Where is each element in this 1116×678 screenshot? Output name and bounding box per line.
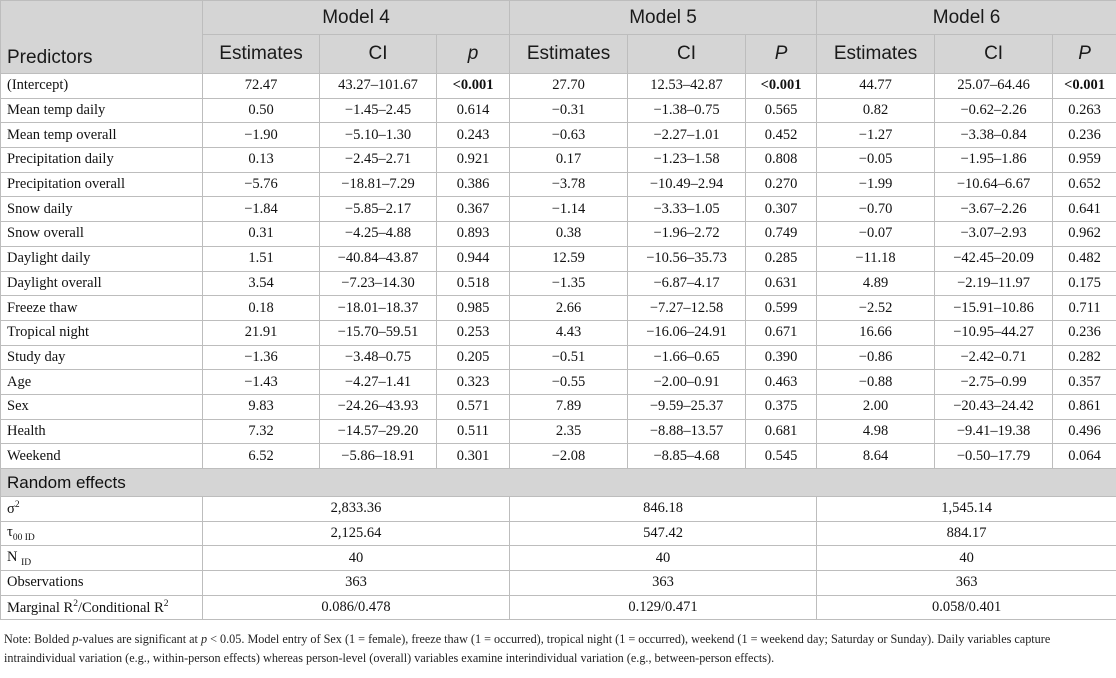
p-value-cell: 0.893	[437, 222, 510, 247]
table-row	[1, 123, 1116, 148]
table-row	[1, 98, 1116, 123]
row-label: (Intercept)	[1, 74, 203, 99]
p-value-cell: 0.175	[1053, 271, 1116, 296]
estimate-cell: 2.66	[510, 296, 628, 321]
estimate-cell: −1.14	[510, 197, 628, 222]
table-row	[1, 271, 1116, 296]
ci-cell: −3.67–2.26	[935, 197, 1053, 222]
model-6-header: Model 6	[817, 1, 1116, 35]
ci-cell: −1.45–2.45	[320, 98, 437, 123]
estimate-cell: 0.50	[203, 98, 320, 123]
ci-cell: −16.06–24.91	[628, 320, 746, 345]
row-label: Daylight overall	[1, 271, 203, 296]
row-label: Snow daily	[1, 197, 203, 222]
estimate-cell: 0.13	[203, 148, 320, 173]
estimate-cell: −2.52	[817, 296, 935, 321]
cell: 363	[510, 571, 817, 596]
row-label: Weekend	[1, 444, 203, 469]
p-value-cell: 0.944	[437, 246, 510, 271]
estimate-cell: −1.36	[203, 345, 320, 370]
ci-cell: 12.53–42.87	[628, 74, 746, 99]
ci-cell: −10.56–35.73	[628, 246, 746, 271]
estimate-cell: −3.78	[510, 172, 628, 197]
estimate-cell: −2.08	[510, 444, 628, 469]
p-value-cell: 0.243	[437, 123, 510, 148]
ci-cell: −7.27–12.58	[628, 296, 746, 321]
p-value-cell: 0.282	[1053, 345, 1116, 370]
p-value-cell: 0.323	[437, 370, 510, 395]
p-value-cell: <0.001	[1053, 74, 1116, 99]
estimate-cell: 0.31	[203, 222, 320, 247]
p-value-cell: 0.496	[1053, 419, 1116, 444]
p-value-cell: 0.236	[1053, 123, 1116, 148]
estimate-cell: 8.64	[817, 444, 935, 469]
estimate-cell: 21.91	[203, 320, 320, 345]
ci-cell: −5.10–1.30	[320, 123, 437, 148]
estimate-cell: 2.35	[510, 419, 628, 444]
table-row	[1, 521, 1116, 546]
row-label: Marginal $R^2$/Conditional $R^2$	[1, 595, 203, 620]
ci-cell: −1.38–0.75	[628, 98, 746, 123]
row-label: $\tau_{00 ID}$	[1, 521, 203, 546]
cell: 363	[203, 571, 510, 596]
estimate-cell: 4.98	[817, 419, 935, 444]
p-value-cell: 0.571	[437, 394, 510, 419]
model-5-header: Model 5	[510, 1, 817, 35]
table-row	[1, 370, 1116, 395]
estimate-cell: 1.51	[203, 246, 320, 271]
estimate-cell: −1.43	[203, 370, 320, 395]
estimate-cell: −1.27	[817, 123, 935, 148]
cell: 40	[203, 546, 510, 571]
ci-cell: 43.27–101.67	[320, 74, 437, 99]
p-value-cell: 0.614	[437, 98, 510, 123]
estimate-cell: 27.70	[510, 74, 628, 99]
cell: 40	[510, 546, 817, 571]
p-value-cell: 0.375	[746, 394, 817, 419]
estimate-cell: 4.89	[817, 271, 935, 296]
row-label: Precipitation daily	[1, 148, 203, 173]
p-value-cell: 0.641	[1053, 197, 1116, 222]
ci-cell: −1.96–2.72	[628, 222, 746, 247]
p-value-cell: 0.270	[746, 172, 817, 197]
p-value-cell: 0.565	[746, 98, 817, 123]
p-value-cell: 0.253	[437, 320, 510, 345]
table-row	[1, 571, 1116, 596]
p-value-cell: 0.307	[746, 197, 817, 222]
p-value-cell: 0.808	[746, 148, 817, 173]
row-label: Daylight daily	[1, 246, 203, 271]
p-value-cell: 0.652	[1053, 172, 1116, 197]
table-row	[1, 172, 1116, 197]
table-row	[1, 246, 1116, 271]
p-value-cell: 0.263	[1053, 98, 1116, 123]
row-label: Health	[1, 419, 203, 444]
estimate-cell: 0.17	[510, 148, 628, 173]
cell: 1,545.14	[817, 497, 1116, 522]
p-value-cell: <0.001	[746, 74, 817, 99]
ci-cell: −1.23–1.58	[628, 148, 746, 173]
estimate-cell: 0.18	[203, 296, 320, 321]
p-value-cell: 0.367	[437, 197, 510, 222]
ci-cell: −8.85–4.68	[628, 444, 746, 469]
cell: 547.42	[510, 521, 817, 546]
p-value-cell: 0.711	[1053, 296, 1116, 321]
estimate-cell: −0.31	[510, 98, 628, 123]
ci-cell: −18.81–7.29	[320, 172, 437, 197]
estimate-cell: 12.59	[510, 246, 628, 271]
ci-cell: −0.50–17.79	[935, 444, 1053, 469]
ci-cell: −14.57–29.20	[320, 419, 437, 444]
random-effects-heading: Random effects	[1, 469, 1116, 497]
p-header: P	[1053, 35, 1116, 74]
p-value-cell: 0.545	[746, 444, 817, 469]
p-value-cell: 0.390	[746, 345, 817, 370]
ci-cell: −9.41–19.38	[935, 419, 1053, 444]
estimate-cell: −0.05	[817, 148, 935, 173]
estimate-cell: −0.07	[817, 222, 935, 247]
table-row	[1, 345, 1116, 370]
table-row	[1, 197, 1116, 222]
estimate-cell: −1.84	[203, 197, 320, 222]
ci-cell: −18.01–18.37	[320, 296, 437, 321]
p-value-cell: 0.861	[1053, 394, 1116, 419]
estimate-cell: −1.35	[510, 271, 628, 296]
p-value-cell: 0.921	[437, 148, 510, 173]
estimate-cell: −1.99	[817, 172, 935, 197]
cell: 2,833.36	[203, 497, 510, 522]
ci-cell: −0.62–2.26	[935, 98, 1053, 123]
table-row	[1, 74, 1116, 99]
estimate-cell: 0.38	[510, 222, 628, 247]
p-value-cell: 0.064	[1053, 444, 1116, 469]
cell: 846.18	[510, 497, 817, 522]
row-label: Sex	[1, 394, 203, 419]
p-value-cell: 0.285	[746, 246, 817, 271]
estimate-cell: −0.86	[817, 345, 935, 370]
p-value-cell: 0.482	[1053, 246, 1116, 271]
ci-cell: −10.49–2.94	[628, 172, 746, 197]
ci-cell: −10.95–44.27	[935, 320, 1053, 345]
table-note: Note: Bolded p-values are significant at p < 0.05. Model entry of Sex (1 = female), freeze thaw (1 = occurred), tropical night (1 = occurred), weekend (1 = weekend day; Saturday or Sunday). Daily variables capture intraindividual variation (e.g., within-person effects) whereas person-level (overall) variables examine interindividual variation (e.g., between-person effects).	[4, 632, 1051, 665]
p-value-cell: 0.681	[746, 419, 817, 444]
ci-cell: −2.19–11.97	[935, 271, 1053, 296]
p-value-cell: 0.985	[437, 296, 510, 321]
row-label: Observations	[1, 571, 203, 596]
table-row	[1, 296, 1116, 321]
row-label: Mean temp overall	[1, 123, 203, 148]
estimates-header: Estimates	[510, 35, 628, 74]
row-label: Study day	[1, 345, 203, 370]
p-value-cell: 0.671	[746, 320, 817, 345]
estimate-cell: 72.47	[203, 74, 320, 99]
row-label: Precipitation overall	[1, 172, 203, 197]
estimate-cell: −0.70	[817, 197, 935, 222]
cell: 0.129/0.471	[510, 595, 817, 620]
p-value-cell: 0.463	[746, 370, 817, 395]
ci-cell: −15.91–10.86	[935, 296, 1053, 321]
estimate-cell: −0.51	[510, 345, 628, 370]
p-value-cell: 0.301	[437, 444, 510, 469]
model-4-header: Model 4	[203, 1, 510, 35]
ci-cell: −2.27–1.01	[628, 123, 746, 148]
table-row	[1, 394, 1116, 419]
ci-cell: −7.23–14.30	[320, 271, 437, 296]
estimate-cell: 7.89	[510, 394, 628, 419]
predictors-header: Predictors	[1, 1, 203, 74]
p-value-cell: 0.631	[746, 271, 817, 296]
ci-cell: −40.84–43.87	[320, 246, 437, 271]
row-label: Tropical night	[1, 320, 203, 345]
p-header: p	[437, 35, 510, 74]
ci-header: CI	[628, 35, 746, 74]
estimate-cell: −11.18	[817, 246, 935, 271]
p-value-cell: 0.452	[746, 123, 817, 148]
cell: 884.17	[817, 521, 1116, 546]
ci-cell: −10.64–6.67	[935, 172, 1053, 197]
cell: 2,125.64	[203, 521, 510, 546]
ci-header: CI	[935, 35, 1053, 74]
table-row	[1, 546, 1116, 571]
ci-cell: −2.00–0.91	[628, 370, 746, 395]
estimates-header: Estimates	[203, 35, 320, 74]
ci-cell: −42.45–20.09	[935, 246, 1053, 271]
ci-cell: 25.07–64.46	[935, 74, 1053, 99]
estimate-cell: −0.55	[510, 370, 628, 395]
p-value-cell: 0.959	[1053, 148, 1116, 173]
estimate-cell: 9.83	[203, 394, 320, 419]
p-value-cell: <0.001	[437, 74, 510, 99]
estimate-cell: 44.77	[817, 74, 935, 99]
row-label: Snow overall	[1, 222, 203, 247]
cell: 0.058/0.401	[817, 595, 1116, 620]
estimate-cell: 3.54	[203, 271, 320, 296]
ci-cell: −1.95–1.86	[935, 148, 1053, 173]
table-row	[1, 222, 1116, 247]
row-label: Freeze thaw	[1, 296, 203, 321]
estimate-cell: −0.63	[510, 123, 628, 148]
ci-cell: −8.88–13.57	[628, 419, 746, 444]
p-value-cell: 0.749	[746, 222, 817, 247]
table-row	[1, 444, 1116, 469]
ci-cell: −5.85–2.17	[320, 197, 437, 222]
ci-cell: −4.25–4.88	[320, 222, 437, 247]
p-value-cell: 0.599	[746, 296, 817, 321]
cell: 363	[817, 571, 1116, 596]
ci-cell: −20.43–24.42	[935, 394, 1053, 419]
ci-cell: −9.59–25.37	[628, 394, 746, 419]
ci-cell: −3.48–0.75	[320, 345, 437, 370]
estimate-cell: 7.32	[203, 419, 320, 444]
estimate-cell: 2.00	[817, 394, 935, 419]
p-value-cell: 0.511	[437, 419, 510, 444]
ci-cell: −4.27–1.41	[320, 370, 437, 395]
ci-cell: −15.70–59.51	[320, 320, 437, 345]
ci-cell: −2.42–0.71	[935, 345, 1053, 370]
row-label: N $_{ID}$	[1, 546, 203, 571]
ci-cell: −1.66–0.65	[628, 345, 746, 370]
p-value-cell: 0.205	[437, 345, 510, 370]
cell: 40	[817, 546, 1116, 571]
p-value-cell: 0.236	[1053, 320, 1116, 345]
p-value-cell: 0.386	[437, 172, 510, 197]
cell: 0.086/0.478	[203, 595, 510, 620]
ci-cell: −5.86–18.91	[320, 444, 437, 469]
estimate-cell: 6.52	[203, 444, 320, 469]
ci-cell: −24.26–43.93	[320, 394, 437, 419]
ci-header: CI	[320, 35, 437, 74]
row-label: Mean temp daily	[1, 98, 203, 123]
ci-cell: −6.87–4.17	[628, 271, 746, 296]
table-row	[1, 148, 1116, 173]
p-value-cell: 0.357	[1053, 370, 1116, 395]
ci-cell: −3.33–1.05	[628, 197, 746, 222]
estimate-cell: −5.76	[203, 172, 320, 197]
estimate-cell: −0.88	[817, 370, 935, 395]
table-row	[1, 320, 1116, 345]
ci-cell: −3.07–2.93	[935, 222, 1053, 247]
p-header: P	[746, 35, 817, 74]
row-label: Age	[1, 370, 203, 395]
estimate-cell: 0.82	[817, 98, 935, 123]
p-value-cell: 0.962	[1053, 222, 1116, 247]
ci-cell: −2.75–0.99	[935, 370, 1053, 395]
ci-cell: −2.45–2.71	[320, 148, 437, 173]
estimate-cell: 16.66	[817, 320, 935, 345]
p-value-cell: 0.518	[437, 271, 510, 296]
estimates-header: Estimates	[817, 35, 935, 74]
table-row	[1, 419, 1116, 444]
table-row	[1, 497, 1116, 522]
estimate-cell: −1.90	[203, 123, 320, 148]
table-row	[1, 595, 1116, 620]
row-label: $\sigma^2$	[1, 497, 203, 522]
ci-cell: −3.38–0.84	[935, 123, 1053, 148]
estimate-cell: 4.43	[510, 320, 628, 345]
